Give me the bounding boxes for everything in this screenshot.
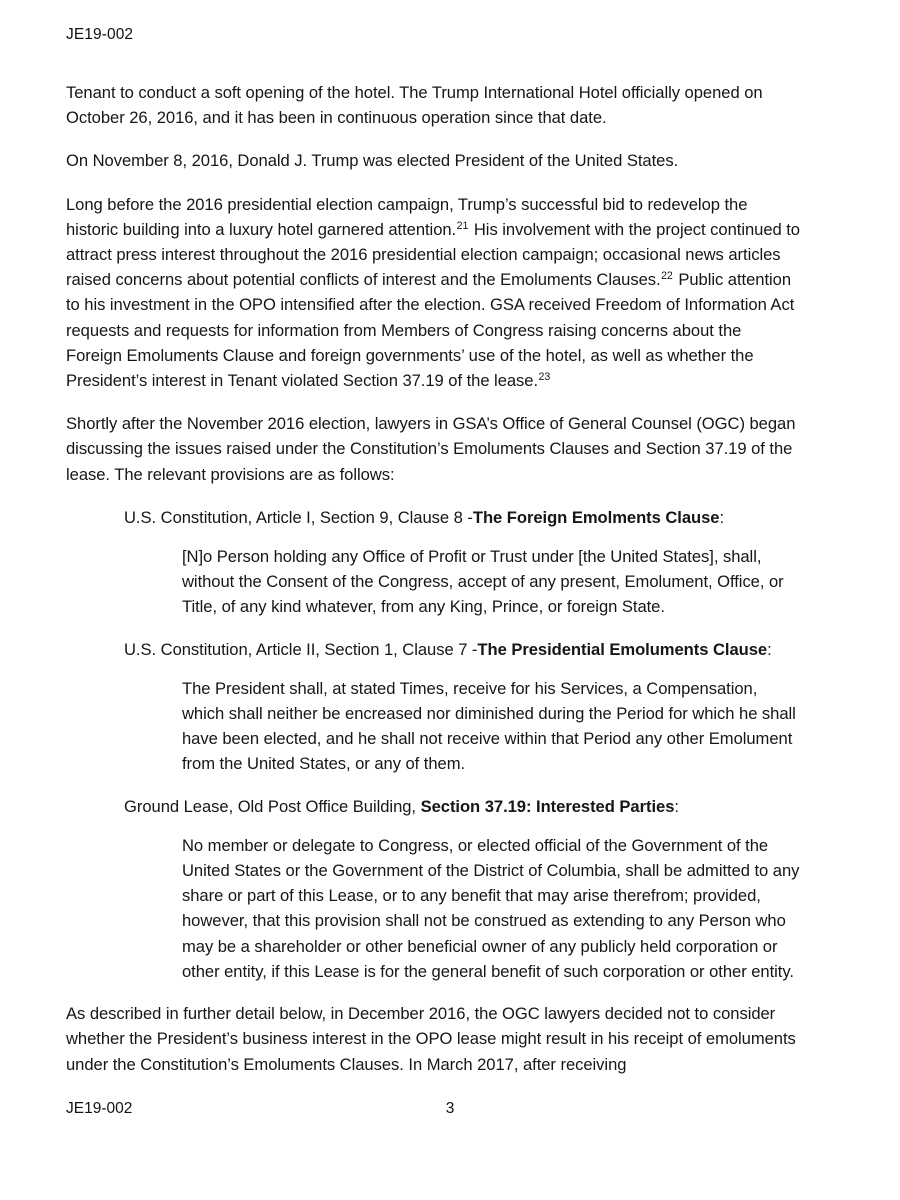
footer-page-number: 3 bbox=[445, 1100, 455, 1117]
heading-ground-lease-lead: Ground Lease, Old Post Office Building, bbox=[124, 796, 421, 816]
paragraph-election: On November 8, 2016, Donald J. Trump was elected President of the United States. bbox=[66, 151, 679, 171]
paragraph-ogc-decision: As described in further detail below, in December 2016, the OGC lawyers decided not to consider whether the President’s business interest in the OPO lease might result in his receipt of emoluments under the Constitution’s Emoluments Clauses. In March 2017, after receiving bbox=[66, 1004, 796, 1074]
quote-foreign-emoluments-clause: [N]o Person holding any Office of Profit or Trust under [the United States], shall, without the Consent of the Congress, accept of any present, Emolument, Office, or Title, of any kind whatever, from any King, Prince, or foreign State. bbox=[182, 547, 784, 617]
footnote-marker-21: 21 bbox=[456, 219, 469, 232]
running-head-exhibit-id: JE19-002 bbox=[66, 26, 134, 43]
quote-presidential-emoluments-clause: The President shall, at stated Times, receive for his Services, a Compensation, which shall neither be encreased nor diminished during the Period for which he shall have been elected, and he shall not receive within that Period any other Emolument from the United States, or any of them. bbox=[182, 678, 796, 774]
paragraph-press-attention-part-1: Long before the 2016 presidential election campaign, Trump’s successful bid to redevelop the historic building into a luxury hotel garnered attention. bbox=[66, 194, 748, 239]
heading-foreign-emoluments-lead: U.S. Constitution, Article I, Section 9, Clause 8 - bbox=[124, 507, 473, 527]
heading-foreign-emoluments-tail: : bbox=[719, 507, 725, 527]
paragraph-hotel-opening: Tenant to conduct a soft opening of the hotel. The Trump International Hotel officially opened on October 26, 2016, and it has been in continuous operation since that date. bbox=[66, 83, 763, 128]
page-footer bbox=[66, 1100, 834, 1122]
footnote-marker-23: 23 bbox=[538, 371, 551, 384]
heading-foreign-emoluments-bold: The Foreign Emolments Clause bbox=[472, 507, 720, 527]
paragraph-press-attention bbox=[66, 192, 800, 394]
heading-ground-lease-tail: : bbox=[674, 796, 679, 816]
paragraph-ogc-discussion: Shortly after the November 2016 election, lawyers in GSA’s Office of General Counsel (OGC) began discussing the issues raised under the Constitution’s Emoluments Clauses and Section 37.19 of the lease. The relevant provisions are as follows: bbox=[66, 414, 796, 484]
footer-exhibit-id: JE19-002 bbox=[66, 1100, 133, 1117]
heading-ground-lease-bold: Section 37.19: Interested Parties bbox=[420, 796, 675, 816]
paragraph-press-attention-part-2: His involvement with the project continued to attract press interest throughout the 2016 presidential election campaign; occasional news articles raised concerns about potential conflicts of interest and the Emoluments Clauses. bbox=[66, 219, 800, 290]
heading-presidential-emoluments-clause bbox=[66, 637, 800, 662]
heading-ground-lease-section-3719 bbox=[66, 794, 800, 819]
document-body bbox=[66, 80, 800, 1095]
heading-presidential-emoluments-tail: : bbox=[767, 639, 772, 659]
quote-ground-lease-section-3719: No member or delegate to Congress, or elected official of the Government of the United States or the Government of the District of Columbia, shall be admitted to any share or part of this Lease, or to any benefit that may arise therefrom; provided, however, that this provision shall not be construed as extending to any Person who may be a shareholder or other beneficial owner of any publicly held corporation or other entity, if this Lease is for the general benefit of such corporation or other entity. bbox=[182, 835, 800, 981]
footnote-marker-22: 22 bbox=[661, 270, 673, 283]
heading-presidential-emoluments-bold: The Presidential Emoluments Clause bbox=[477, 639, 768, 659]
heading-foreign-emoluments-clause bbox=[66, 505, 800, 530]
heading-presidential-emoluments-lead: U.S. Constitution, Article II, Section 1, Clause 7 - bbox=[124, 639, 478, 659]
paragraph-press-attention-part-3: Public attention to his investment in the OPO intensified after the election. GSA received Freedom of Information Act requests and requests for information from Members of Congress raising concerns about the Foreign Emoluments Clause and foreign governments’ use of the hotel, as well as whether the President’s interest in Tenant violated Section 37.19 of the lease. bbox=[66, 270, 795, 391]
